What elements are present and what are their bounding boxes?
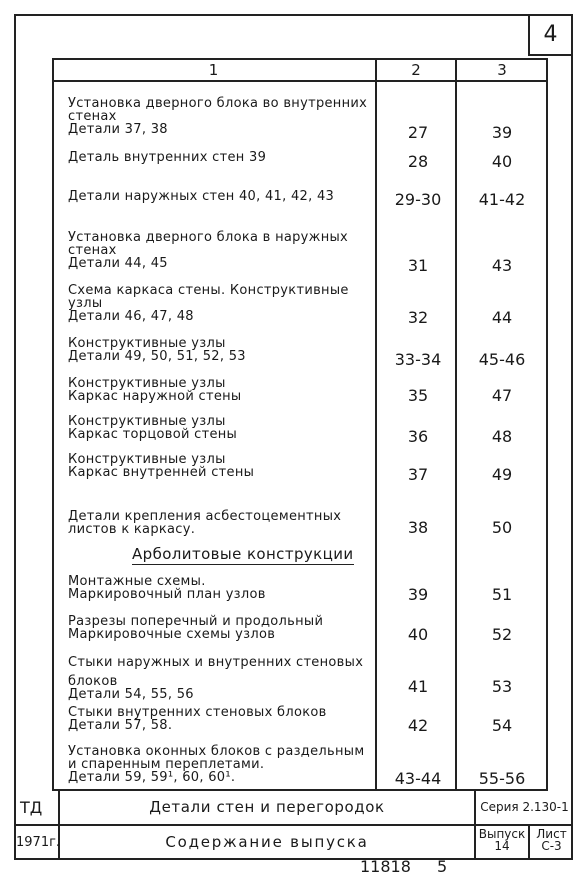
row-col3: 39 [491, 123, 513, 142]
row-description: Детали наружных стен 40, 41, 42, 43 [68, 189, 335, 204]
stamp-issue-value: 14 [494, 839, 510, 853]
column-header-2: 2 [411, 61, 421, 79]
row-description: Стыки внутренних стеновых блоков Детали 57, 58. [68, 705, 327, 733]
row-col2: 33-34 [394, 350, 442, 369]
stamp-year: 1971г. [16, 835, 61, 850]
stamp-issue [476, 828, 528, 852]
row-col2: 37 [407, 465, 429, 484]
stamp-title: Детали стен и перегородок [149, 798, 385, 816]
stamp-sheet-label: Лист [536, 827, 567, 841]
stamp-subtitle: Содержание выпуска [165, 833, 369, 851]
row-col2: 32 [407, 308, 429, 327]
row-col3: 40 [491, 152, 513, 171]
row-col3: 55-56 [478, 769, 526, 788]
row-col2: 28 [407, 152, 429, 171]
row-col3: 44 [491, 308, 513, 327]
row-description: Детали крепления асбестоцементных листов к каркасу. [68, 509, 342, 537]
sheet-corner-number: 4 [528, 16, 571, 56]
row-description: Конструктивные узлы Каркас торцовой стены [68, 414, 238, 442]
row-col3: 50 [491, 518, 513, 537]
stamp-sheet-value: С-3 [541, 839, 562, 853]
row-col2: 27 [407, 123, 429, 142]
row-col3: 45-46 [478, 350, 526, 369]
row-col2: 36 [407, 427, 429, 446]
row-col2: 38 [407, 518, 429, 537]
row-col3: 51 [491, 585, 513, 604]
section-subheading: Арболитовые конструкции [132, 545, 354, 563]
archive-code: 11818 [360, 857, 411, 876]
column-header-3: 3 [497, 61, 507, 79]
title-block [14, 791, 573, 860]
row-col2: 40 [407, 625, 429, 644]
row-description: Схема каркаса стены. Конструктивные узлы Детали 46, 47, 48 [68, 283, 349, 324]
row-description: Разрезы поперечный и продольный Маркировочные схемы узлов [68, 614, 324, 642]
row-description: Конструктивные узлы Каркас внутренней стены [68, 452, 255, 480]
header-divider [52, 80, 548, 82]
page-number: 5 [437, 857, 448, 876]
row-description: Установка дверного блока во внутренних стенах Детали 37, 38 [68, 96, 368, 137]
row-col2: 31 [407, 256, 429, 275]
row-col2: 29-30 [394, 190, 442, 209]
row-col3: 54 [491, 716, 513, 735]
row-col3: 53 [491, 677, 513, 696]
row-col2: 35 [407, 386, 429, 405]
stamp-code: ТД [20, 798, 43, 817]
row-col3: 49 [491, 465, 513, 484]
row-description: Установка оконных блоков с раздельным и спаренным переплетами. Детали 59, 59¹, 60, 60¹. [68, 744, 365, 785]
row-col3: 41-42 [478, 190, 526, 209]
row-col2: 42 [407, 716, 429, 735]
column-header-1: 1 [208, 61, 219, 79]
row-description: Установка дверного блока в наружных стенах Детали 44, 45 [68, 230, 349, 271]
row-col2: 43-44 [394, 769, 442, 788]
row-description: Конструктивные узлы Детали 49, 50, 51, 52, 53 [68, 336, 246, 364]
row-col3: 48 [491, 427, 513, 446]
row-description: Конструктивные узлы Каркас наружной стены [68, 376, 242, 404]
stamp-issue-label: Выпуск [478, 827, 526, 841]
row-col3: 52 [491, 625, 513, 644]
row-description: Стыки наружных и внутренних стеновых блоков Детали 54, 55, 56 [68, 655, 364, 702]
row-col2: 39 [407, 585, 429, 604]
stamp-sheet [530, 828, 573, 852]
row-col2: 41 [407, 677, 429, 696]
row-col3: 47 [491, 386, 513, 405]
row-description: Монтажные схемы. Маркировочный план узлов [68, 574, 266, 602]
row-col3: 43 [491, 256, 513, 275]
stamp-series: Серия 2.130-1 [480, 800, 569, 814]
row-description: Деталь внутренних стен 39 [68, 150, 267, 165]
stamp-divider [14, 824, 573, 826]
